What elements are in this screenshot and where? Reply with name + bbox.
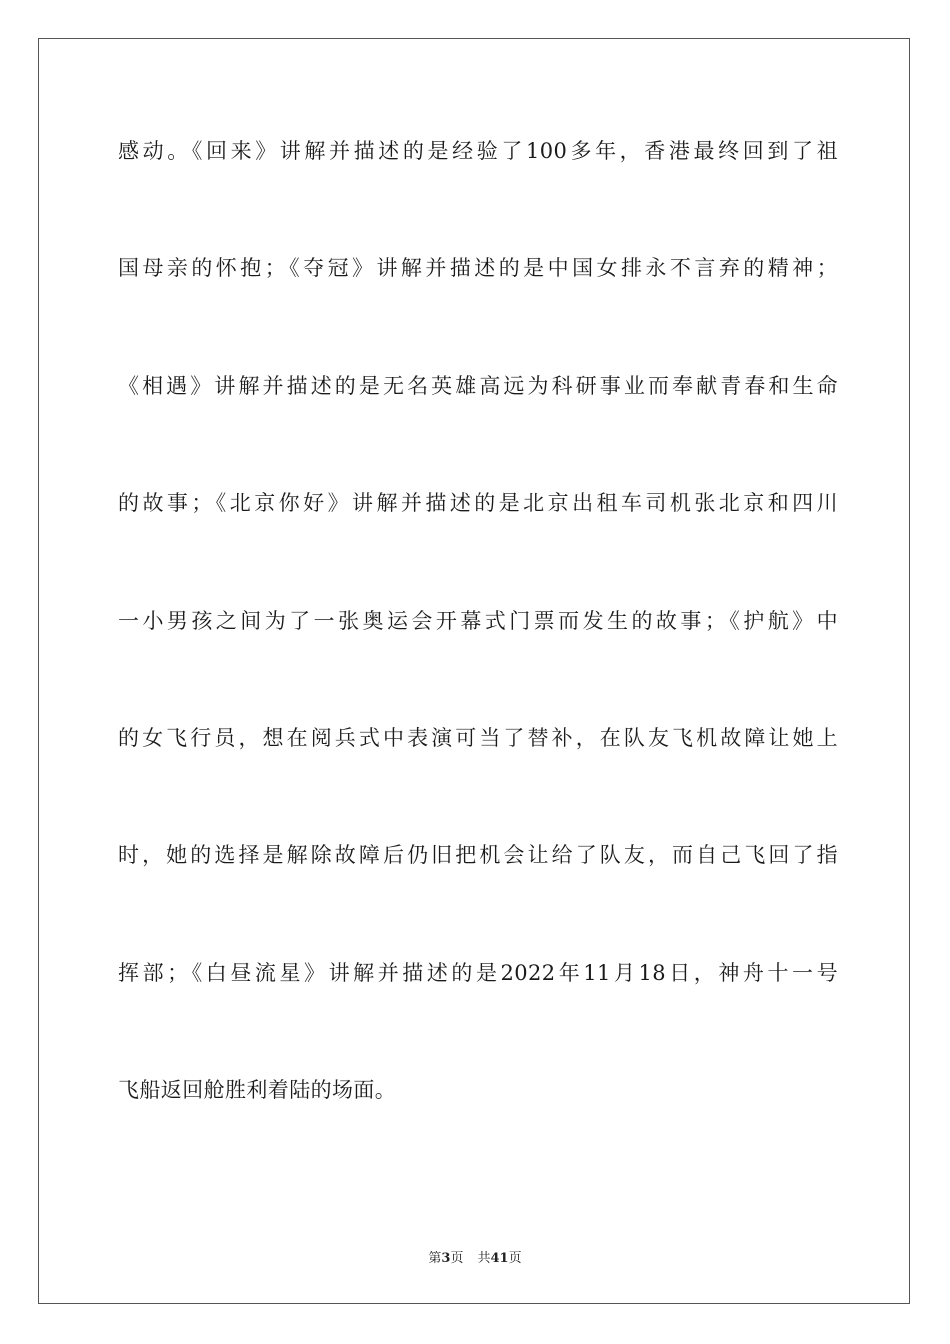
total-prefix: 共 xyxy=(477,1251,491,1266)
page-number: 3 xyxy=(441,1251,451,1266)
paragraph-line: 的女飞行员，想在阅兵式中表演可当了替补，在队友飞机故障让她上 xyxy=(118,725,838,750)
paragraph-line: 国母亲的怀抱；《夺冠》讲解并描述的是中国女排永不言弃的精神； xyxy=(118,256,838,281)
paragraph-line: 时，她的选择是解除故障后仍旧把机会让给了队友，而自己飞回了指 xyxy=(118,843,838,868)
paragraph-line: 感动。《回来》讲解并描述的是经验了100多年，香港最终回到了祖 xyxy=(118,139,838,163)
page-footer xyxy=(0,1247,950,1266)
paragraph-line: 的故事；《北京你好》讲解并描述的是北京出租车司机张北京和四川 xyxy=(118,491,838,516)
page-suffix: 页 xyxy=(450,1251,464,1266)
total-pages: 41 xyxy=(490,1251,509,1266)
paragraph-line: 一小男孩之间为了一张奥运会开幕式门票而发生的故事；《护航》中 xyxy=(118,608,838,633)
document-body xyxy=(118,127,838,1184)
page-prefix: 第 xyxy=(428,1251,442,1266)
paragraph-line: 飞船返回舱胜利着陆的场面。 xyxy=(118,1078,397,1103)
total-suffix: 页 xyxy=(508,1251,522,1266)
paragraph-line: 挥部；《白昼流星》讲解并描述的是2022年11月18日，神舟十一号 xyxy=(118,960,838,985)
paragraph-line: 《相遇》讲解并描述的是无名英雄高远为科研事业而奉献青春和生命 xyxy=(118,373,838,398)
